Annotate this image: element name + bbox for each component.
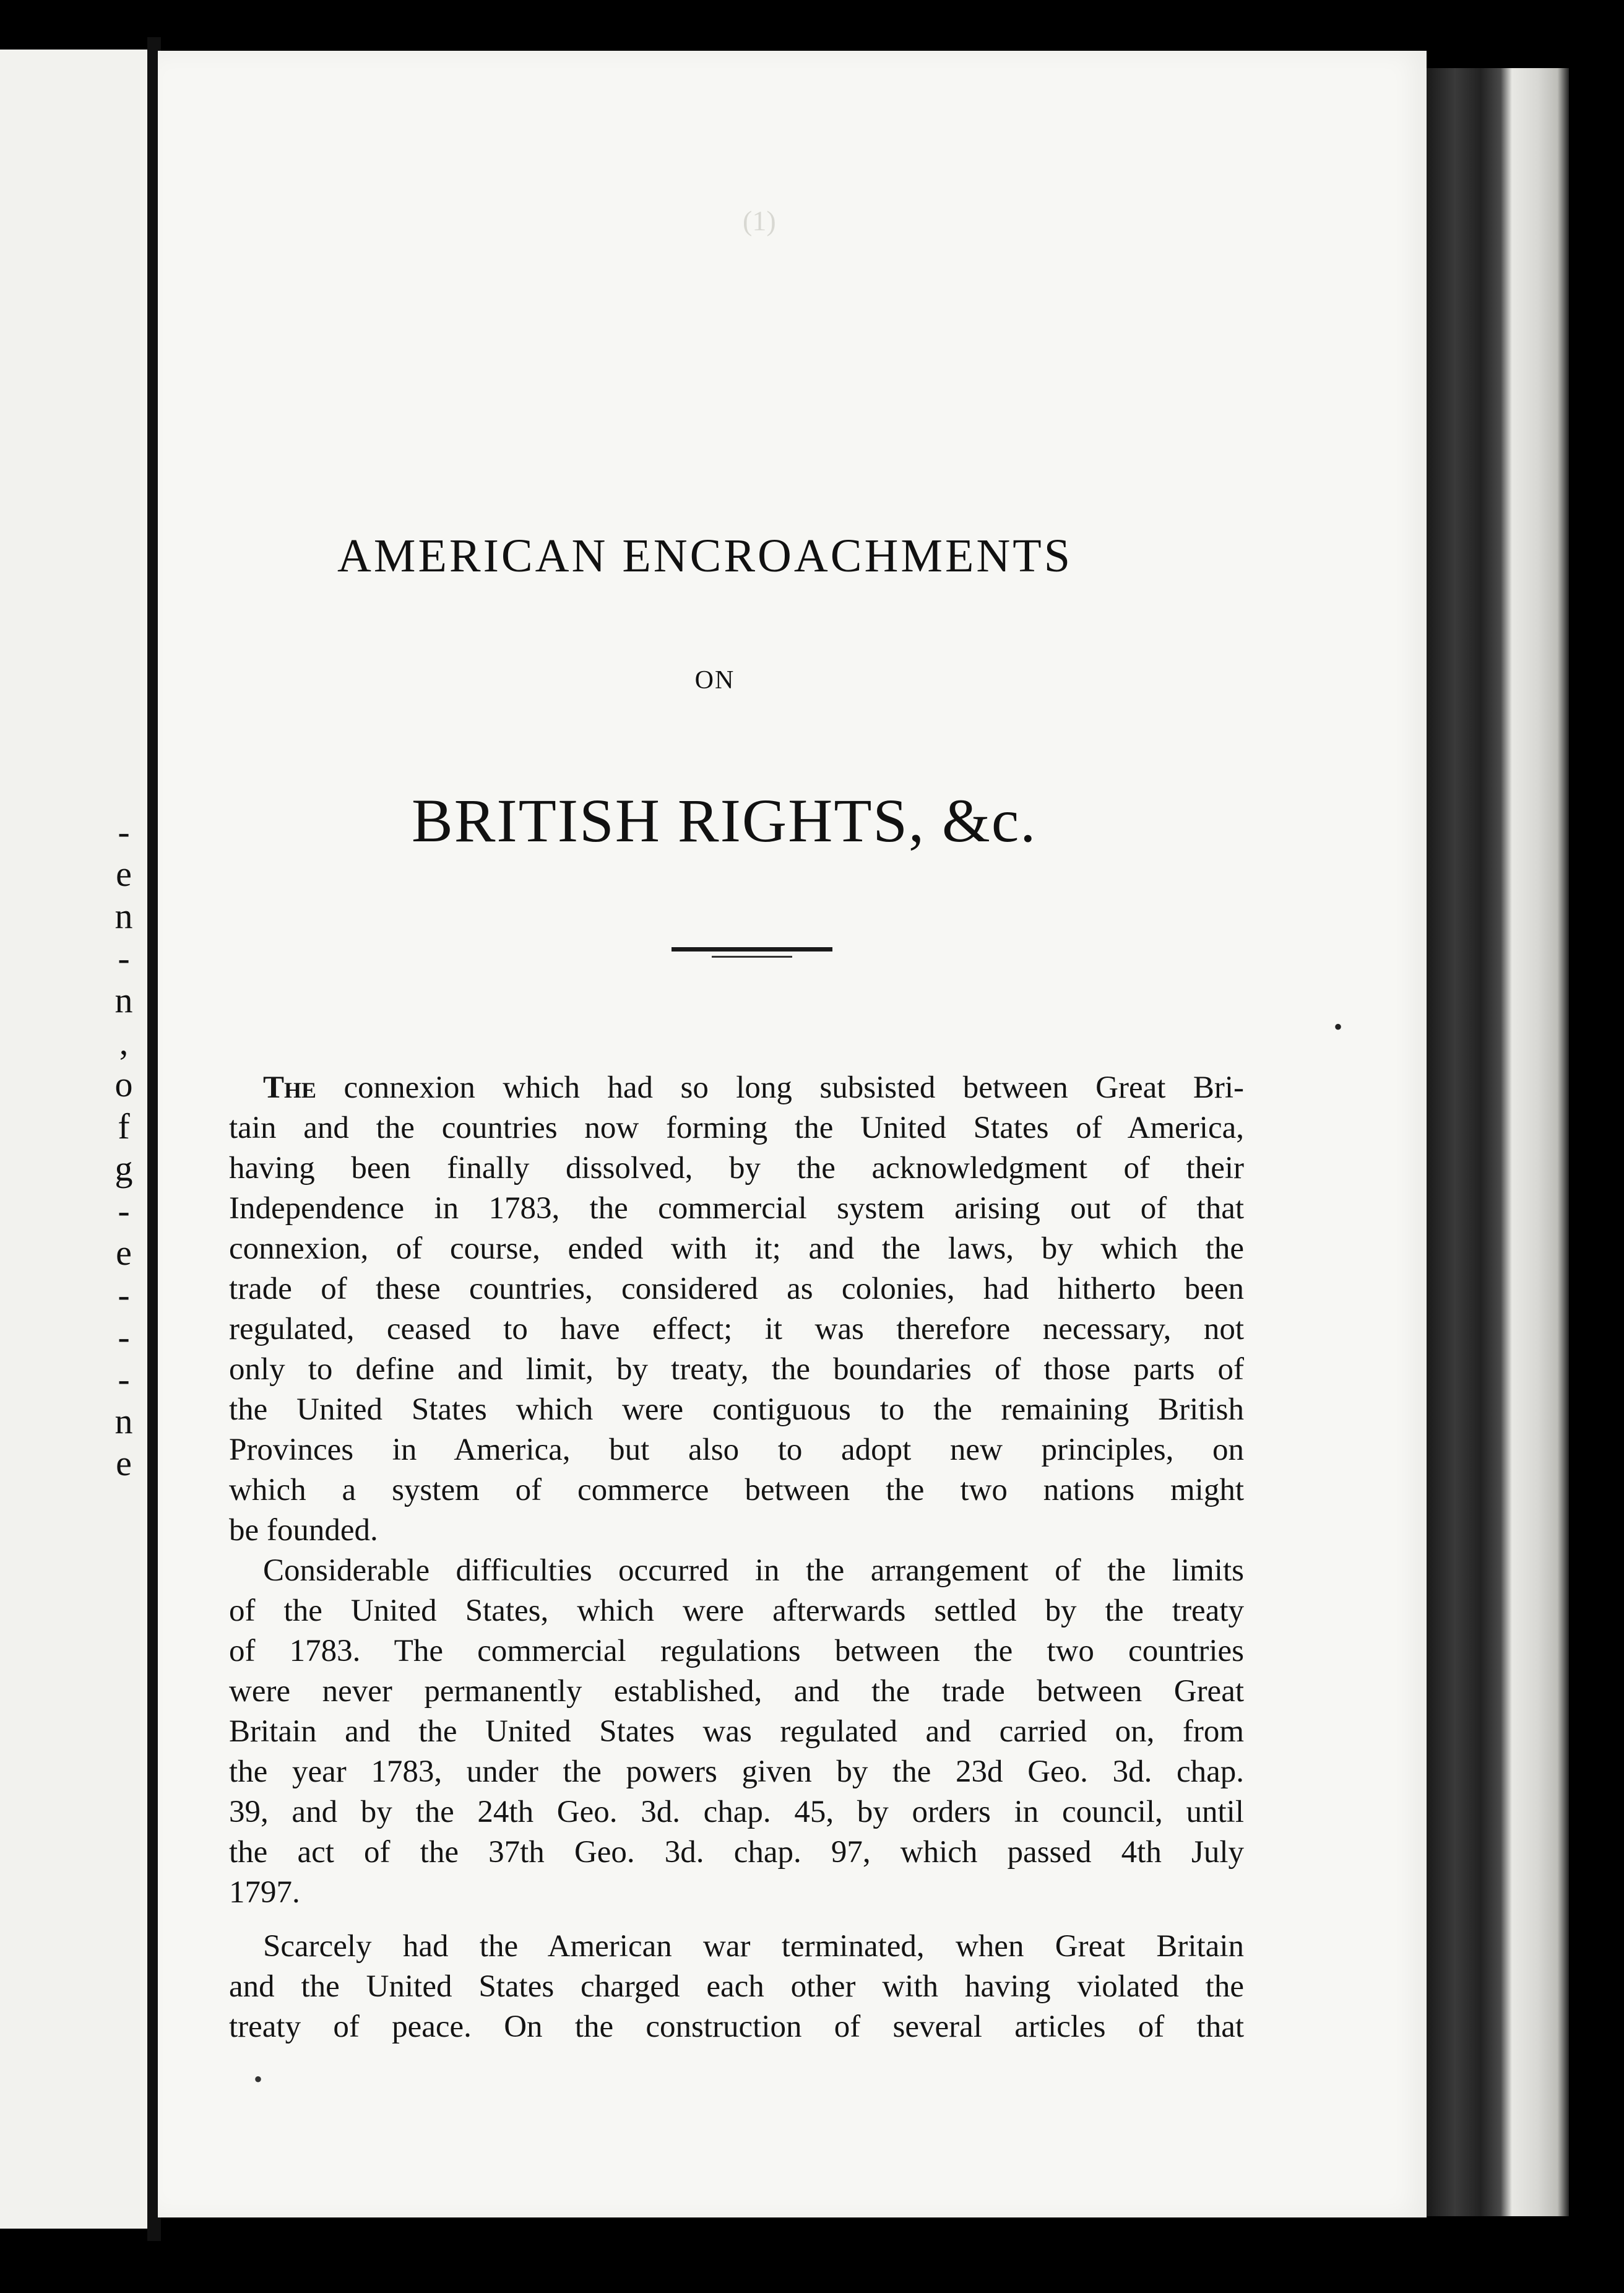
print-mark: •: [1334, 1013, 1343, 1041]
text-line: which a system of commerce between the two nations might: [229, 1473, 1244, 1507]
text-line: of the United States, which were afterwards settled by the treaty: [229, 1593, 1244, 1628]
fragment: n: [114, 896, 133, 936]
text-line: The connexion which had so long subsisted between Great Bri-: [263, 1070, 1244, 1105]
fragment: -: [118, 812, 130, 852]
text-line: Britain and the United States was regulated and carried on, from: [229, 1714, 1244, 1749]
text-line: having been finally dissolved, by the acknowledgment of their: [229, 1151, 1244, 1186]
previous-page-edge: [0, 50, 151, 2229]
text-line: Scarcely had the American war terminated, when Great Britain: [263, 1929, 1244, 1964]
text-line: the act of the 37th Geo. 3d. chap. 97, which passed 4th July: [229, 1835, 1244, 1870]
title-connector: ON: [694, 666, 735, 695]
body-text: [229, 1068, 1244, 2047]
title-rule-thin: [712, 956, 792, 958]
text-line: 39, and by the 24th Geo. 3d. chap. 45, by orders in council, until: [229, 1795, 1244, 1829]
text-line: trade of these countries, considered as colonies, had hitherto been: [229, 1272, 1244, 1306]
fragment: n: [114, 980, 133, 1020]
text-line: 1797.: [229, 1875, 300, 1910]
text-line: were never permanently established, and the trade between Great: [229, 1674, 1244, 1709]
book-page-edges: [1427, 68, 1569, 2216]
text-line: tain and the countries now forming the United States of America,: [229, 1111, 1244, 1145]
text-line: and the United States charged each other with having violated the: [229, 1969, 1244, 2004]
fragment: -: [118, 1359, 130, 1399]
text-line: be founded.: [229, 1513, 378, 1548]
fragment: f: [118, 1106, 130, 1146]
title-rule: [672, 947, 832, 951]
fragment: -: [118, 1190, 130, 1231]
fragment: e: [116, 1233, 132, 1273]
fragment: n: [114, 1401, 133, 1441]
drop-word: The: [263, 1070, 317, 1105]
text-line: connexion, of course, ended with it; and the laws, by which the: [229, 1231, 1244, 1266]
text-line: the year 1783, under the powers given by the 23d Geo. 3d. chap.: [229, 1754, 1244, 1789]
fragment: e: [116, 1443, 132, 1483]
fragment: g: [114, 1148, 133, 1189]
text-line: Provinces in America, but also to adopt new principles, on: [229, 1433, 1244, 1467]
print-mark: •: [254, 2065, 263, 2093]
fragment: e: [116, 854, 132, 894]
fragment: ,: [119, 1022, 129, 1062]
text-line: Considerable difficulties occurred in the arrangement of the limits: [263, 1553, 1244, 1588]
previous-page-fragments: [105, 811, 142, 1485]
text-line: the United States which were contiguous to the remaining British: [229, 1392, 1244, 1427]
paragraph-gap: [229, 1913, 1244, 1927]
text-line: treaty of peace. On the construction of several articles of that: [229, 2009, 1244, 2044]
fragment: -: [118, 1317, 130, 1357]
title-line-2: BRITISH RIGHTS, &c.: [412, 786, 1037, 855]
text-line: regulated, ceased to have effect; it was therefore necessary, not: [229, 1312, 1244, 1346]
fragment: o: [114, 1064, 133, 1104]
title-line-1: AMERICAN ENCROACHMENTS: [337, 530, 1073, 582]
fragment: -: [118, 1275, 130, 1315]
text-line: Independence in 1783, the commercial system arising out of that: [229, 1191, 1244, 1226]
fragment: -: [118, 938, 130, 978]
page-number: (1): [743, 205, 776, 236]
text-line: of 1783. The commercial regulations between the two countries: [229, 1634, 1244, 1668]
text-line: only to define and limit, by treaty, the boundaries of those parts of: [229, 1352, 1244, 1387]
